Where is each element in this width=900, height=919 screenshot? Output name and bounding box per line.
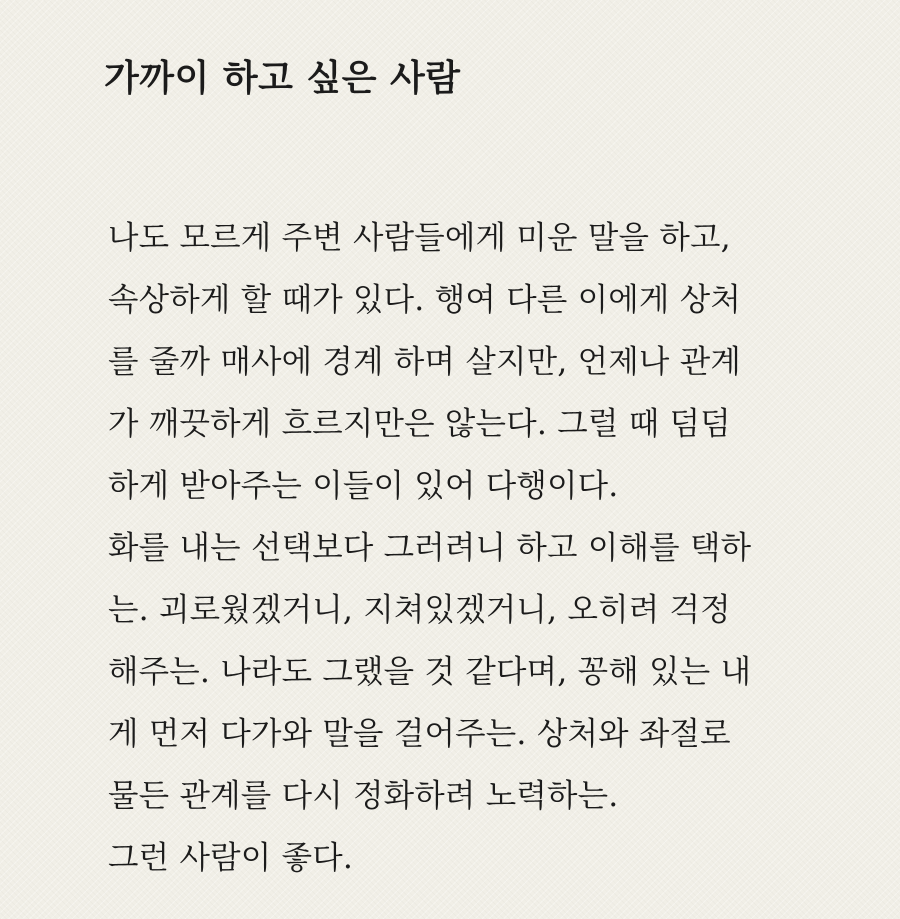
text-line: 를 줄까 매사에 경계 하며 살지만, 언제나 관계	[108, 344, 742, 380]
text-line: 는. 괴로웠겠거니, 지쳐있겠거니, 오히려 걱정	[108, 592, 731, 628]
text-line: 그런 사람이 좋다.	[108, 840, 354, 876]
text-line: 게 먼저 다가와 말을 걸어주는. 상처와 좌절로	[108, 716, 731, 752]
text-line: 하게 받아주는 이들이 있어 다행이다.	[108, 468, 619, 504]
text-line: 속상하게 할 때가 있다. 행여 다른 이에게 상처	[108, 282, 742, 318]
page-title: 가까이 하고 싶은 사람	[104, 57, 461, 99]
text-line: 해주는. 나라도 그랬을 것 같다며, 꽁해 있는 내	[108, 654, 752, 690]
text-line: 화를 내는 선택보다 그러려니 하고 이해를 택하	[108, 530, 752, 566]
body-text	[108, 212, 808, 894]
text-line: 나도 모르게 주변 사람들에게 미운 말을 하고,	[108, 220, 731, 256]
text-line: 가 깨끗하게 흐르지만은 않는다. 그럴 때 덤덤	[108, 406, 731, 442]
text-line: 물든 관계를 다시 정화하려 노력하는.	[108, 778, 619, 814]
